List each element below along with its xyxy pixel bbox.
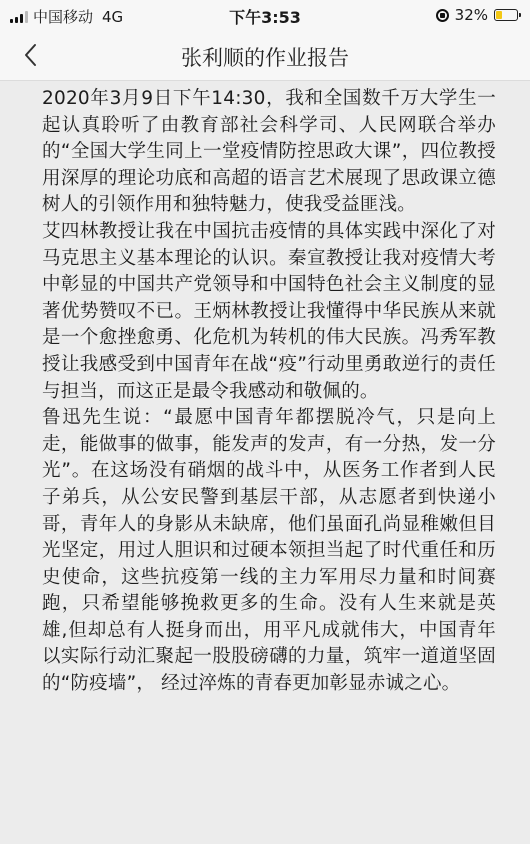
battery-icon — [494, 9, 518, 21]
battery-percent: 32% — [454, 6, 488, 24]
nav-bar — [0, 30, 530, 81]
report-paragraph: 艾四林教授让我在中国抗击疫情的具体实践中深化了对马克思主义基本理论的认识。秦宣教授让我对疫情大考中彰显的中国共产党领导和中国特色社会主义制度的显著优势赞叹不已。王炳林教授让我懂得中华民族从来就是一个愈挫愈勇、化危机为转机的伟大民族。冯秀军教授让我感受到中国青年在战“疫”行动里勇敢逆行的责任与担当，而这正是最令我感动和敬佩的。 — [42, 220, 496, 402]
status-bar — [0, 0, 530, 30]
battery-level — [496, 11, 502, 19]
network-type: 4G — [102, 7, 124, 26]
report-content — [42, 86, 496, 698]
status-time: 下午3:53 — [229, 8, 301, 27]
status-right — [436, 6, 518, 24]
rotation-lock-icon — [436, 9, 449, 22]
carrier-name: 中国移动 — [33, 8, 94, 26]
report-paragraph: 鲁迅先生说：“最愿中国青年都摆脱冷气，只是向上走，能做事的做事，能发声的发声，有一分热，发一分光”。在这场没有硝烟的战斗中，从医务工作者到人民子弟兵，从公安民警到基层干部，从志愿者到快递小哥，青年人的身影从未缺席，他们虽面孔尚显稚嫩但目光坚定，用过人胆识和过硬本领担当起了时代重任和历史使命，这些抗疫第一线的主力军用尽力量和时间赛跑，只希望能够挽救更多的生命。没有人生来就是英雄,但却总有人挺身而出，用平凡成就伟大，中国青年以实际行动汇聚起一股股磅礴的力量，筑牢一道道坚固的“防疫墙”， 经过淬炼的青春更加彰显赤诚之心。 — [42, 407, 496, 695]
page-title: 张利顺的作业报告 — [181, 46, 349, 70]
report-paragraph: 2020年3月9日下午14:30，我和全国数千万大学生一起认真聆听了由教育部社会科学司、人民网联合举办的“全国大学生同上一堂疫情防控思政大课”，四位教授用深厚的理论功底和高超的语言艺术展现了思政课立德树人的引领作用和独特魅力，使我受益匪浅。 — [42, 88, 496, 216]
